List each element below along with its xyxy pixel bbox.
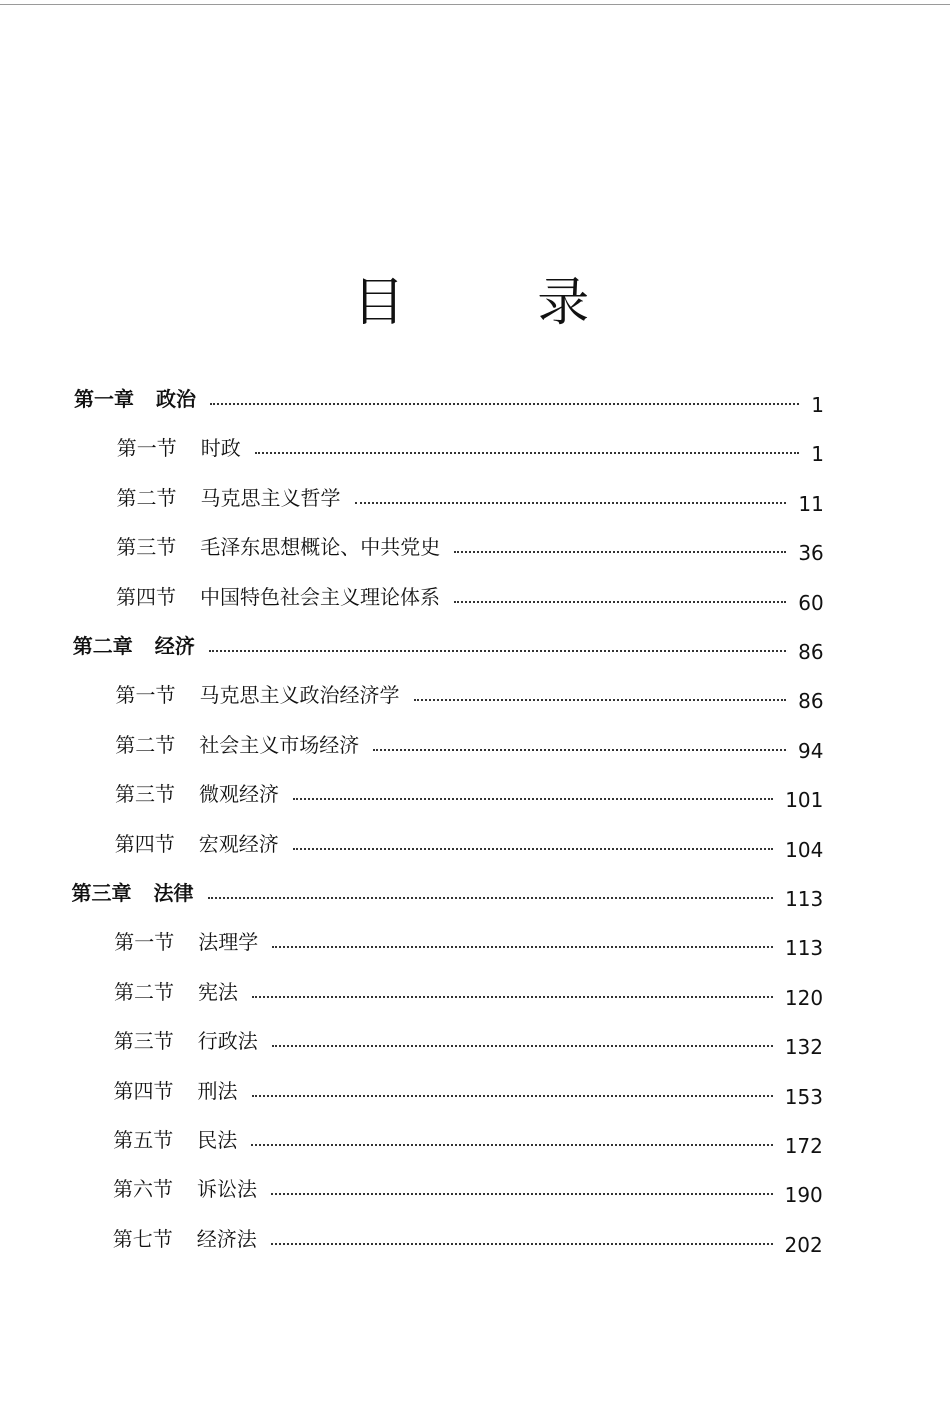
dot-leader (252, 1095, 773, 1097)
toc-entry-number: 第二节 (115, 732, 176, 757)
toc-entry-page: 36 (798, 541, 824, 566)
toc-entry-title: 刑法 (197, 1078, 238, 1103)
toc-entry[interactable] (113, 1074, 823, 1109)
toc-entry[interactable] (113, 1123, 823, 1158)
toc-entry[interactable] (116, 481, 824, 516)
toc-entry-page: 113 (785, 887, 824, 911)
dot-leader (414, 699, 787, 701)
toc-entry-number: 第四节 (114, 831, 175, 856)
toc-entry-number: 第三节 (113, 1029, 174, 1054)
toc-entry-page: 132 (784, 1035, 824, 1060)
toc-entry[interactable] (114, 827, 824, 862)
dot-leader (293, 798, 773, 800)
toc-entry[interactable] (71, 876, 824, 911)
toc-entry-page: 1 (811, 393, 824, 417)
dot-leader (272, 946, 773, 948)
toc-entry-title: 政治 (156, 387, 196, 411)
toc-entry-number: 第二章 (72, 634, 133, 658)
toc-entry-number: 第四节 (113, 1078, 174, 1103)
toc-entry[interactable] (116, 530, 824, 566)
toc-entry-title: 毛泽东思想概论、中共党史 (200, 535, 441, 560)
toc-entry-number: 第一节 (115, 683, 176, 708)
dot-leader (209, 650, 786, 652)
toc-entry-number: 第六节 (113, 1177, 173, 1202)
toc-entry-page: 113 (784, 936, 824, 961)
toc-entry-title: 马克思主义哲学 (200, 485, 341, 510)
toc-entry-page: 172 (784, 1134, 823, 1158)
toc-entry-number: 第四节 (116, 584, 176, 609)
toc-entry-title: 微观经济 (199, 782, 279, 807)
dot-leader (373, 749, 786, 751)
dot-leader (454, 551, 786, 553)
toc-entry-page: 153 (784, 1084, 823, 1109)
dot-leader (293, 848, 773, 850)
scan-edge-line (0, 4, 950, 5)
toc-entry-title: 中国特色社会主义理论体系 (200, 584, 440, 609)
dot-leader (208, 897, 774, 899)
toc-entry-number: 第一节 (114, 930, 175, 955)
toc-entry-number: 第二节 (116, 485, 177, 510)
dot-leader (272, 1045, 773, 1047)
toc-entry-number: 第一节 (116, 436, 177, 461)
toc-entry-title: 法理学 (198, 930, 259, 955)
toc-entry-number: 第三节 (115, 782, 175, 807)
toc-entry-number: 第三章 (71, 881, 132, 905)
toc-entry[interactable] (115, 777, 824, 813)
toc-entry-page: 11 (798, 491, 824, 516)
dot-leader (210, 403, 799, 405)
dot-leader (255, 452, 799, 454)
page-title: 目 录 (352, 272, 648, 333)
toc-entry-number: 第二节 (114, 979, 174, 1004)
toc-entry-title: 法律 (153, 881, 194, 905)
toc-entry-title: 宪法 (198, 979, 238, 1004)
toc-entry-page: 101 (785, 788, 824, 813)
toc-entry-number: 第三节 (116, 535, 177, 560)
dot-leader (454, 601, 786, 603)
toc-entry-page: 86 (798, 640, 824, 664)
toc-entry[interactable] (113, 1172, 823, 1208)
toc-entry-number: 第一章 (74, 387, 134, 411)
dot-leader (271, 1243, 773, 1245)
toc-entry[interactable] (114, 925, 824, 961)
toc-entry-page: 86 (798, 689, 824, 714)
toc-entry[interactable] (114, 975, 824, 1010)
toc-entry[interactable] (74, 382, 824, 417)
toc-entry[interactable] (112, 1222, 823, 1257)
toc-entry[interactable] (115, 678, 824, 714)
toc-entry-title: 行政法 (197, 1029, 258, 1054)
toc-entry-page: 94 (798, 738, 824, 763)
toc-entry-title: 民法 (197, 1128, 238, 1152)
dot-leader (252, 996, 773, 998)
toc-entry-page: 104 (785, 837, 824, 862)
toc-entry[interactable] (113, 1024, 824, 1060)
toc-entry-title: 时政 (200, 436, 241, 461)
toc-entry-number: 第五节 (113, 1128, 174, 1152)
toc-entry[interactable] (115, 728, 824, 763)
toc-entry-page: 202 (784, 1232, 823, 1257)
toc-entry-title: 诉讼法 (197, 1177, 257, 1202)
toc-entry[interactable] (72, 629, 824, 664)
toc-entry-number: 第七节 (112, 1226, 173, 1251)
toc-entry-title: 经济 (154, 634, 195, 658)
toc-entry-title: 经济法 (196, 1226, 257, 1251)
dot-leader (271, 1193, 773, 1195)
toc-entry-page: 1 (811, 442, 824, 467)
dot-leader (251, 1144, 772, 1146)
toc-entry-title: 马克思主义政治经济学 (199, 683, 400, 708)
toc-entry-page: 120 (784, 985, 824, 1010)
toc-entry-page: 190 (784, 1183, 823, 1208)
toc-entry[interactable] (116, 431, 824, 467)
dot-leader (355, 502, 787, 504)
toc-entry-title: 社会主义市场经济 (199, 732, 360, 757)
toc-entry-title: 宏观经济 (198, 831, 279, 856)
toc-entry[interactable] (116, 580, 824, 615)
toc-entry-page: 60 (798, 590, 824, 615)
